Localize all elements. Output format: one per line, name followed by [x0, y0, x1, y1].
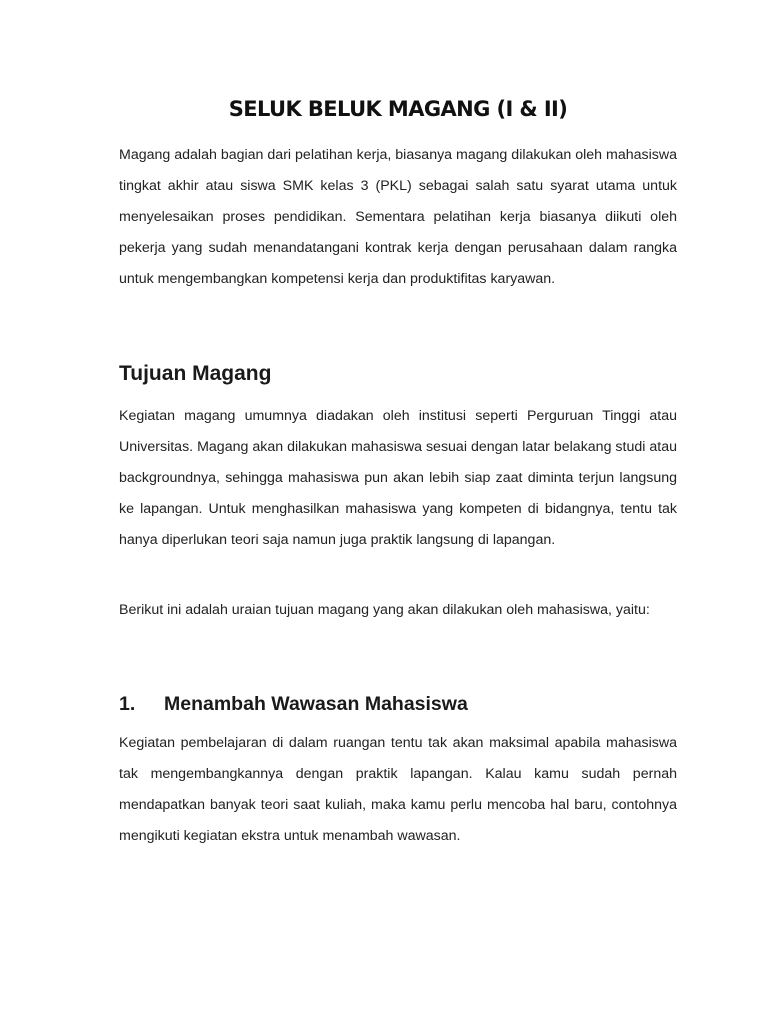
section-paragraph: Kegiatan magang umumnya diadakan oleh institusi seperti Perguruan Tinggi atau Universitas. Magang akan dilakukan mahasiswa sesuai dengan latar belakang studi atau backgroundnya, sehingga mahasiswa pun akan lebih siap zaat diminta terjun langsung ke lapangan. Untuk menghasilkan mahasiswa yang kompeten di bidangnya, tentu tak hanya diperlukan teori saja namun juga praktik langsung di lapangan. [119, 408, 677, 548]
subsection-number: 1. [119, 693, 136, 715]
subsection-heading [119, 690, 468, 718]
section-heading-tujuan-magang: Tujuan Magang [119, 362, 272, 385]
subsection-paragraph: Kegiatan pembelajaran di dalam ruangan tentu tak akan maksimal apabila mahasiswa tak mengembangkannya dengan praktik lapangan. Kalau kamu sudah pernah mendapatkan banyak teori saat kuliah, maka kamu perlu mencoba hal baru, contohnya mengikuti kegiatan ekstra untuk menambah wawasan. [119, 735, 677, 844]
section-paragraph-list-intro: Berikut ini adalah uraian tujuan magang yang akan dilakukan oleh mahasiswa, yaitu: [119, 602, 650, 618]
subsection-title: Menambah Wawasan Mahasiswa [164, 693, 468, 715]
document-title: SELUK BELUK MAGANG (I & II) [228, 97, 568, 121]
intro-paragraph: Magang adalah bagian dari pelatihan kerja, biasanya magang dilakukan oleh mahasiswa tingkat akhir atau siswa SMK kelas 3 (PKL) sebagai salah satu syarat utama untuk menyelesaikan proses pendidikan. Sementara pelatihan kerja biasanya diikuti oleh pekerja yang sudah menandatangani kontrak kerja dengan perusahaan dalam rangka untuk mengembangkan kompetensi kerja dan produktifitas karyawan. [119, 147, 677, 287]
